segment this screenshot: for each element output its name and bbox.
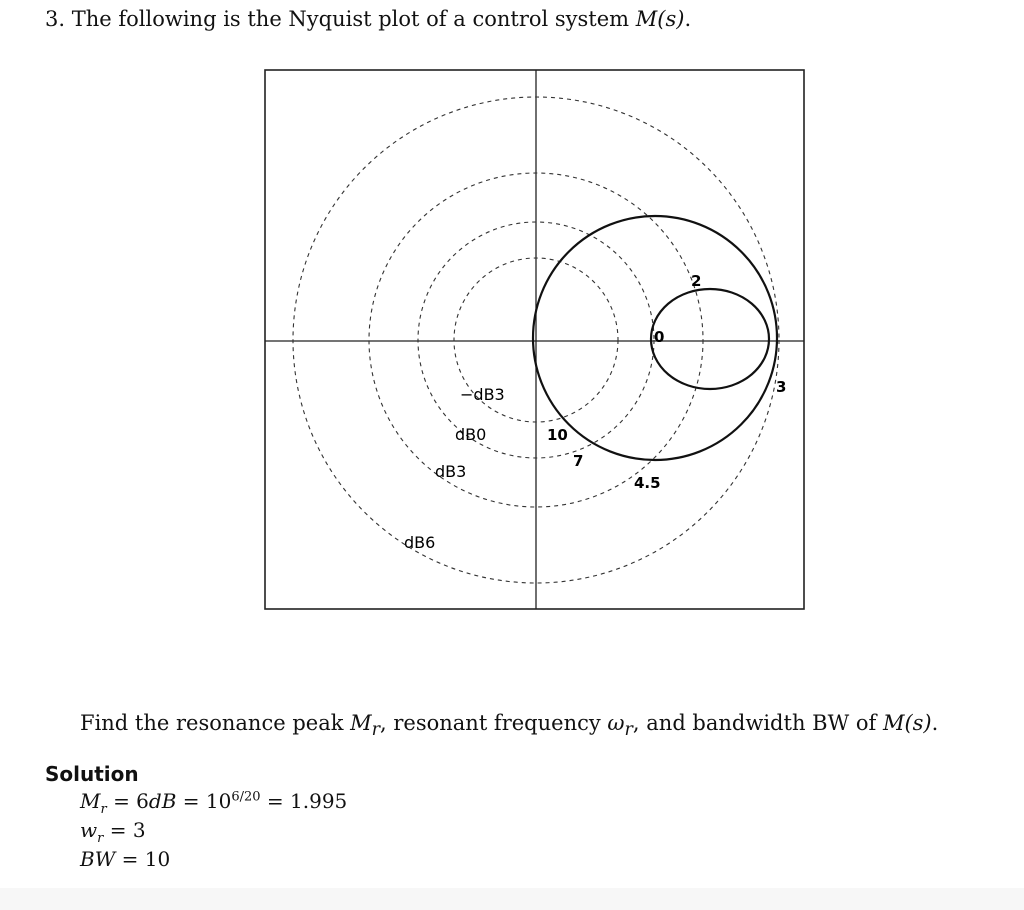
freq-label-10: 10 <box>547 426 568 444</box>
sol-mr-sub: r <box>100 802 107 817</box>
sol-mr-eq1: = 6 <box>113 789 149 813</box>
sol-mr-eq2: = 10 <box>182 789 232 813</box>
contour-label-neg3db: −dB3 <box>460 385 505 404</box>
solution-mr-line <box>80 789 347 817</box>
sol-mr-var: M <box>80 789 101 813</box>
problem-end: . <box>684 7 692 31</box>
contour-label-0db: dB0 <box>455 425 487 444</box>
sol-wr-eq: = 3 <box>109 818 146 842</box>
question-middle: , resonant frequency <box>380 711 601 735</box>
freq-label-7: 7 <box>573 452 584 470</box>
problem-symbol: M(s) <box>635 7 685 31</box>
wr-sub: r <box>624 720 633 741</box>
sol-wr-var: w <box>80 818 98 842</box>
mr-var: M <box>350 711 372 735</box>
problem-statement <box>45 7 691 31</box>
plot-frame <box>265 70 804 609</box>
question-suffix: , and bandwidth BW of <box>632 711 877 735</box>
question-prefix: Find the resonance peak <box>80 711 344 735</box>
mr-sub: r <box>371 720 381 741</box>
question-text <box>80 711 938 740</box>
sol-wr-sub: r <box>97 831 104 846</box>
contour-label-3db: dB3 <box>435 462 467 481</box>
nyquist-locus-inner <box>651 289 769 389</box>
freq-label-4-5: 4.5 <box>634 474 661 492</box>
wr-symbol <box>607 711 633 741</box>
bottom-strip <box>0 888 1024 910</box>
nyquist-figure <box>260 66 812 622</box>
sol-mr-eq3: = 1.995 <box>266 789 348 813</box>
freq-label-3: 3 <box>776 378 787 396</box>
problem-text: The following is the Nyquist plot of a control system <box>71 7 630 31</box>
solution-wr-line <box>80 818 146 846</box>
nyquist-plot <box>260 66 812 618</box>
solution-bw-line <box>80 847 170 871</box>
freq-label-0: 0 <box>654 328 665 346</box>
sol-bw-var: BW <box>80 847 116 871</box>
wr-var: ω <box>607 711 625 735</box>
solution-heading: Solution <box>45 762 139 786</box>
question-end: . <box>931 711 939 735</box>
problem-number: 3. <box>45 7 66 31</box>
sol-mr-unit: dB <box>148 789 177 813</box>
contour-label-6db: dB6 <box>404 533 436 552</box>
mr-symbol <box>350 711 381 741</box>
sol-mr-exp: 6/20 <box>231 789 261 805</box>
sol-bw-eq: = 10 <box>121 847 171 871</box>
freq-label-2: 2 <box>691 272 702 290</box>
question-symbol: M(s) <box>882 711 932 735</box>
